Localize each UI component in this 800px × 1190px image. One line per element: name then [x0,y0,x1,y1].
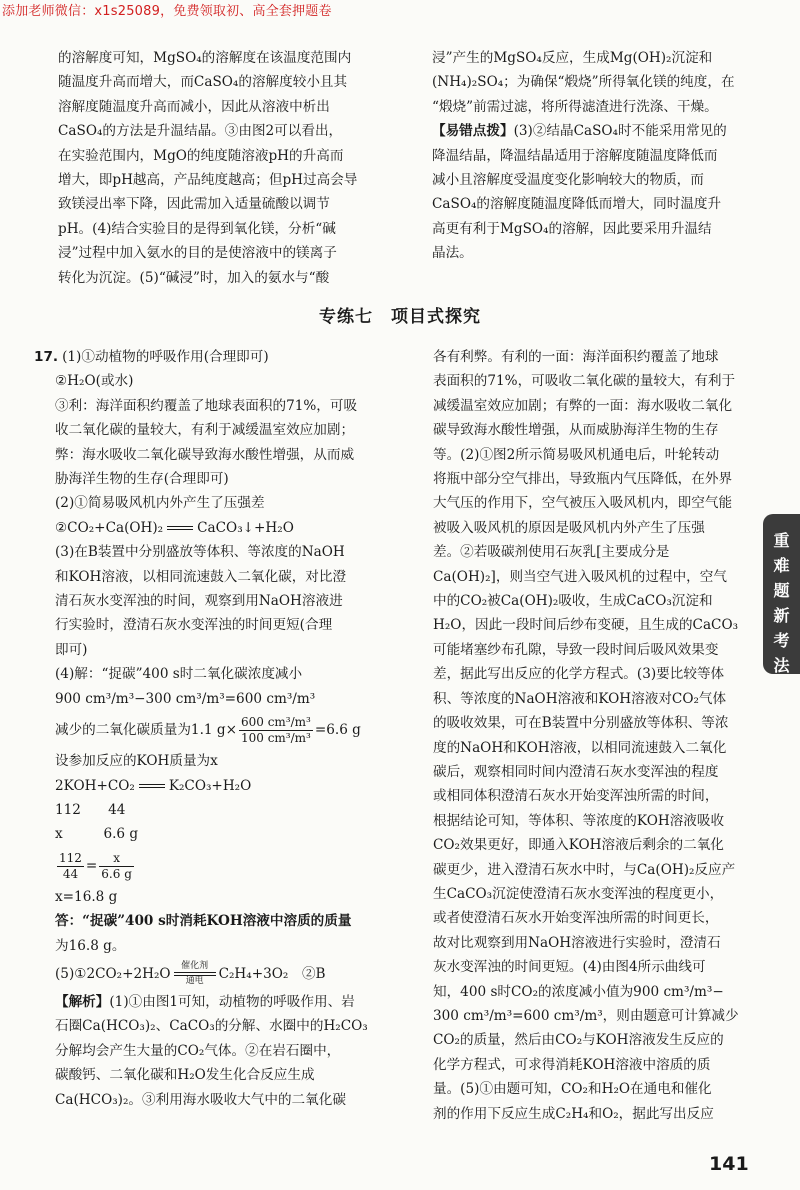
text-line: 即可) [55,641,88,658]
text-line: 和KOH溶液，以相同流速鼓入二氧化碳，对比澄 [55,568,347,585]
text-line: 碳后，观察相同时间内澄清石灰水变浑浊的程度 [433,763,719,780]
answer-line: 900 cm³/m³−300 cm³/m³=600 cm³/m³ [55,690,316,707]
side-tab-char: 新 [773,606,790,625]
text-line: 故对比观察到用NaOH溶液进行实验时，澄清石 [433,934,721,951]
text-line: 生CaCO₃沉淀使澄清石灰水变浑浊的程度更小， [433,885,724,902]
analysis-label: 【解析】 [55,993,110,1010]
text-line: 高更有利于MgSO₄的溶解，因此要采用升温结 [432,220,712,237]
text-line: 增大，即pH越高，产品纯度越高；但pH过高会导 [58,172,358,189]
text-line: 碳更少，进入澄清石灰水中时，与Ca(OH)₂反应产 [433,861,736,878]
tip-line: (3)②结晶CaSO₄时不能采用常见的 [513,123,727,140]
text-line: 转化为沉淀。(5)“碱浸”时，加入的氨水与“酸 [58,269,330,286]
text-line: 的吸收效果，可在B装置中分别盛放等体积、等浓 [433,715,729,732]
page-number: 141 [709,1153,749,1175]
text-line: 降温结晶，降温结晶适用于溶解度随温度降低而 [432,147,718,164]
top-left-column [58,46,391,290]
reaction-condition: 催化剂 通电 [174,962,216,986]
analysis-paragraph: 【解析】(1)①由图1可知，动植物的呼吸作用、岩 [55,993,355,1010]
side-tab-char: 考 [773,631,790,650]
equation-line: 2KOH+CO₂ K₂CO₃+H₂O [55,777,252,794]
fraction: $\frac{112}{44}$ [59,850,82,881]
answer-line: (4)解：“捉碳”400 s时二氧化碳浓度减小 [55,666,303,683]
text-line: 碳导致海水酸性增强，从而威胁海洋生物的生存 [433,422,719,439]
fraction-line: 减少的二氧化碳质量为1.1 g× $\frac{\text{600 cm³/m³}}{\text{100 cm³/m³}}$ =6.6 g [55,715,361,746]
top-right-column [432,46,754,266]
text-line: 差，据此写出反应的化学方程式。(3)要比较等体 [433,666,725,683]
text-line: 浸”过程中加入氨水的目的是使溶液中的镁离子 [58,245,337,262]
text-line: (3)在B装置中分别盛放等体积、等浓度的NaOH [55,544,345,561]
text-line: 可能堵塞纱布孔隙，导致一段时间后吸风效果变 [433,641,719,658]
equals-sign [139,784,165,788]
text-line: 石圈Ca(HCO₃)₂、CaCO₃的分解、水圈中的H₂CO₃ [55,1018,368,1035]
side-tab-char: 法 [773,656,790,675]
text-line: CaSO₄的方法是升温结晶。③由图2可以看出， [58,123,343,140]
ratio-line: $\frac{112}{44}$ = $\frac{x}{6.6 g}$ [59,850,132,881]
text-line: Ca(OH)₂]，则当空气进入吸风机的过程中，空气 [433,568,727,585]
text-line: 知，400 s时CO₂的浓度减小值为900 cm³/m³− [433,983,724,1000]
text-line: 差。②若吸碳剂使用石灰乳[主要成分是 [433,544,670,561]
text-line: 减缓温室效应加剧；有弊的一面：海水吸收二氧化 [433,397,733,414]
text-line: (NH₄)₂SO₄；为确保“煅烧”所得氧化镁的纯度，在 [432,74,735,91]
text-line: 被吸入吸风机的原因是吸风机内外产生了压强 [433,519,705,536]
text-line: 清石灰水变浑浊的时间，观察到用NaOH溶液进 [55,593,343,610]
answer-line: 为16.8 g。 [55,937,126,954]
text-line: pH。(4)结合实验目的是得到氧化镁，分析“碱 [58,220,336,237]
text-line: 将瓶中部分空气排出，导致瓶内气压降低，在外界 [433,471,733,488]
text-line: 度的NaOH和KOH溶液，以相同流速鼓入二氧化 [433,739,727,756]
text-line: 晶法。 [432,245,473,262]
text-line: 表面积的71%，可吸收二氧化碳的量较大，有利于 [433,373,736,390]
text-line: 浸”产生的MgSO₄反应，生成Mg(OH)₂沉淀和 [432,50,713,66]
text-line: ③利：海洋面积约覆盖了地球表面积的71%，可吸 [55,397,358,414]
text-line: 收二氧化碳的量较大，有利于减缓温室效应加剧； [55,422,355,439]
fraction: $\frac{\text{600 cm³/m³}}{\text{100 cm³/m³}}$ [240,715,311,746]
side-tab-char: 题 [773,581,790,600]
answer-line: 答：“捉碳”400 s时消耗KOH溶液中溶质的质量 [55,913,352,930]
text-line: 致镁浸出率下降，因此需加入适量硫酸以调节 [58,196,330,213]
text-line: 中的CO₂被Ca(OH)₂吸收，生成CaCO₃沉淀和 [433,593,713,610]
tip-label: 【易错点拨】 [432,123,514,140]
answer-line: 设参加反应的KOH质量为x [55,753,218,770]
text-line: 或相同体积澄清石灰水开始变浑浊所需的时间， [433,788,719,805]
text-line: 灰水变浑浊的时间更短。(4)由图4所示曲线可 [433,959,706,976]
text-line: 溶解度随温度升高而减小，因此从溶液中析出 [58,98,330,115]
text-line: 在实验范围内，MgO的纯度随溶液pH的升高而 [58,147,344,164]
text-line: 300 cm³/m³=600 cm³/m³，则由题意可计算减少 [433,1007,739,1024]
text-line: CO₂效果更好，即通入KOH溶液后剩余的二氧化 [433,837,724,854]
side-tab-char: 难 [773,556,790,575]
text-line: 等。(2)①图2所示简易吸风机通电后，叶轮转动 [433,446,720,463]
answer-line: ②H₂O(或水) [55,373,134,390]
text-line: Ca(HCO₃)₂。③利用海水吸收大气中的二氧化碳 [55,1091,346,1108]
text-line: 弊：海水吸收二氧化碳导致海水酸性增强，从而威 [55,446,355,463]
text-line: 胁海洋生物的生存(合理即可) [55,471,229,488]
text-line: 量。(5)①由题可知，CO₂和H₂O在通电和催化 [433,1081,712,1098]
equation-line: ②CO₂+Ca(OH)₂ CaCO₃↓+H₂O [55,519,294,536]
equals-sign [167,526,193,530]
text-line: 根据结论可知，等体积、等浓度的KOH溶液吸收 [433,812,725,829]
question-number: 17. [34,349,59,365]
answer-right-column [433,345,755,1126]
text-line: 行实验时，澄清石灰水变浑浊的时间更短(合理 [55,617,333,634]
tip-paragraph [432,119,754,143]
equation-line: (5)①2CO₂+2H₂O 催化剂 通电 C₂H₄+3O₂ ②B [55,961,326,987]
text-line: CO₂的质量，然后由CO₂与KOH溶液发生反应的 [433,1032,724,1049]
fraction: $\frac{x}{6.6 g}$ [101,850,132,881]
text-line: CaSO₄的溶解度随温度降低而增大，同时温度升 [432,196,722,213]
text-line: 各有利弊。有利的一面：海洋面积约覆盖了地球 [433,349,719,365]
text-line: 减小且溶解度受温度变化影响较大的物质，而 [432,172,704,189]
answer-left-column [34,345,389,1112]
answer-line: x=16.8 g [55,888,118,905]
answer-line: 112 44 [55,801,126,818]
answer-line: x 6.6 g [55,826,139,843]
text-line: 分解均会产生大量的CO₂气体。②在岩石圈中， [55,1042,341,1059]
text-line: H₂O，因此一段时间后纱布变硬，且生成的CaCO₃ [433,617,739,634]
text-line: 剂的作用下反应生成C₂H₄和O₂，据此写出反应 [433,1105,714,1122]
text-line: “煅烧”前需过滤，将所得滤渣进行洗涤、干燥。 [432,98,718,115]
text-line: 化学方程式，可求得消耗KOH溶液中溶质的质 [433,1056,711,1073]
answer-line: (1)①动植物的呼吸作用(合理即可) [62,349,269,365]
text-line: 积、等浓度的NaOH溶液和KOH溶液对CO₂气体 [433,690,727,707]
answer-line: (2)①简易吸风机内外产生了压强差 [55,495,265,512]
side-section-tab [763,514,800,674]
section-title: 专练七 项目式探究 [319,307,481,327]
text-line: 大气压的作用下，空气被压入吸风机内，即空气能 [433,495,733,512]
watermark-text: 添加老师微信：x1s25089，免费领取初、高全套押题卷 [2,4,332,19]
text-line: 的溶解度可知，MgSO₄的溶解度在该温度范围内 [58,50,352,66]
text-line: 随温度升高而增大，而CaSO₄的溶解度较小且其 [58,74,348,91]
text-line: 碳酸钙、二氧化碳和H₂O发生化合反应生成 [55,1067,315,1084]
side-tab-char: 重 [773,531,790,550]
text-line: 或者使澄清石灰水开始变浑浊所需的时间更长， [433,910,719,927]
